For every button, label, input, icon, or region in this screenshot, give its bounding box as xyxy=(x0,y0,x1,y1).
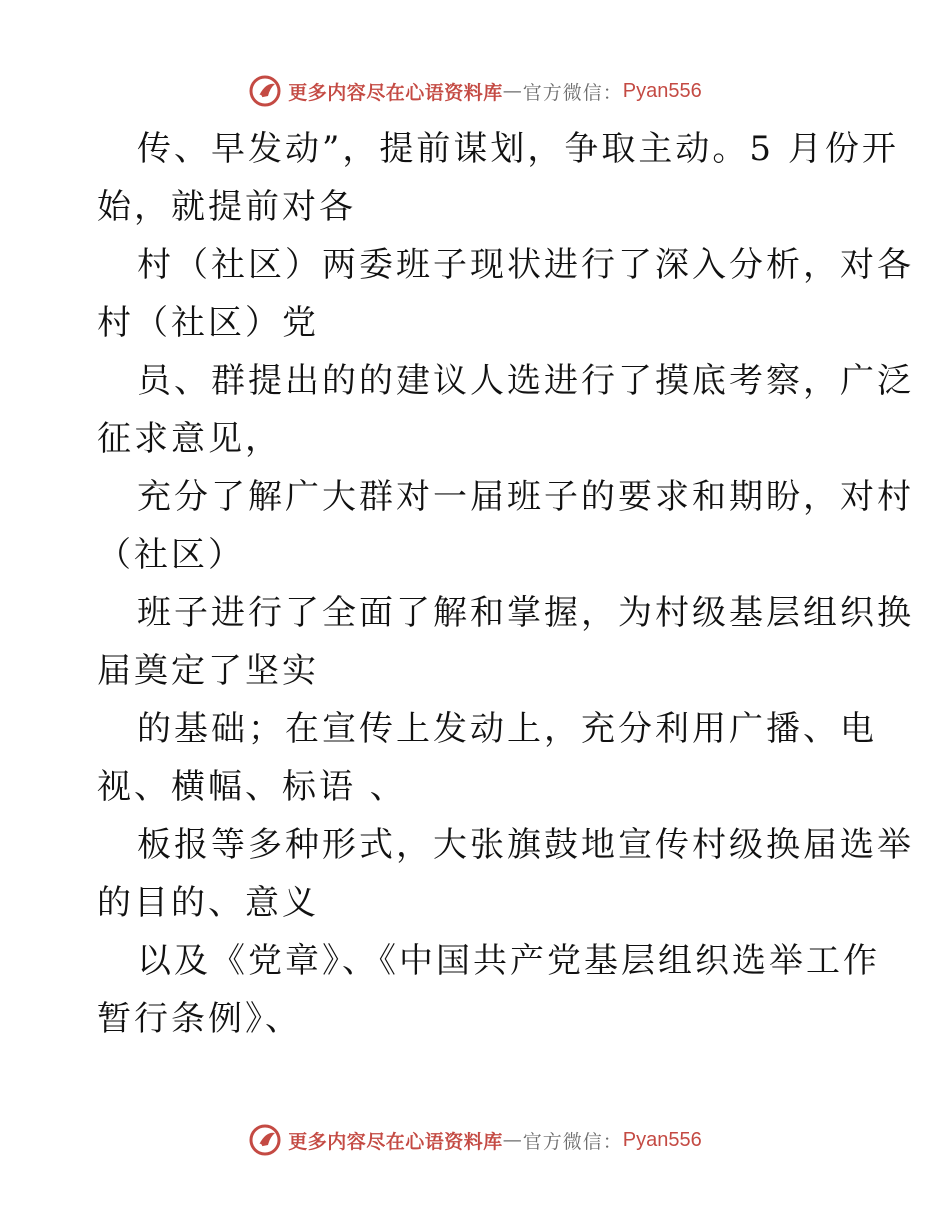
text-line: （社区） xyxy=(97,535,245,575)
text-line: 村（社区）两委班子现状进行了深入分析，对各 xyxy=(137,245,914,285)
text-line: 始，就提前对各 xyxy=(97,187,356,227)
watermark-dash: — xyxy=(502,80,523,102)
text-line: 村（社区）党 xyxy=(97,303,319,343)
text-line: 以及《党章》、《中国共产党基层组织选举工作 xyxy=(137,941,880,981)
brand-logo-icon xyxy=(248,74,282,108)
watermark-wechat-label: 官方微信： xyxy=(522,1130,623,1153)
document-body xyxy=(97,120,914,1048)
watermark-wechat-label: 官方微信： xyxy=(522,81,623,104)
text-line: 员、群提出的的建议人选进行了摸底考察，广泛 xyxy=(137,361,914,401)
watermark-promo-text: 更多内容尽在心语资料库 xyxy=(288,81,503,104)
watermark-promo-text: 更多内容尽在心语资料库 xyxy=(288,1130,503,1153)
text-line: 班子进行了全面了解和掌握，为村级基层组织换 xyxy=(137,593,914,633)
text-line: 传、早发动”，提前谋划，争取主动。5 月份开 xyxy=(137,129,899,169)
text-line: 届奠定了坚实 xyxy=(97,651,319,691)
watermark-dash: — xyxy=(502,1129,523,1151)
text-line: 的基础；在宣传上发动上，充分利用广播、电 xyxy=(137,709,877,749)
brand-logo-icon xyxy=(248,1123,282,1157)
text-line: 视、横幅、标语 、 xyxy=(97,767,407,807)
text-line: 暂行条例》、 xyxy=(97,999,302,1039)
watermark-wechat-id: Pyan556 xyxy=(622,1128,702,1151)
footer-watermark xyxy=(0,1120,950,1160)
text-line: 板报等多种形式，大张旗鼓地宣传村级换届选举 xyxy=(137,825,914,865)
text-line: 的目的、意义 xyxy=(97,883,319,923)
header-watermark xyxy=(0,71,950,111)
watermark-wechat-id: Pyan556 xyxy=(622,79,702,102)
text-line: 征求意见， xyxy=(97,419,282,459)
text-line: 充分了解广大群对一届班子的要求和期盼，对村 xyxy=(137,477,914,517)
